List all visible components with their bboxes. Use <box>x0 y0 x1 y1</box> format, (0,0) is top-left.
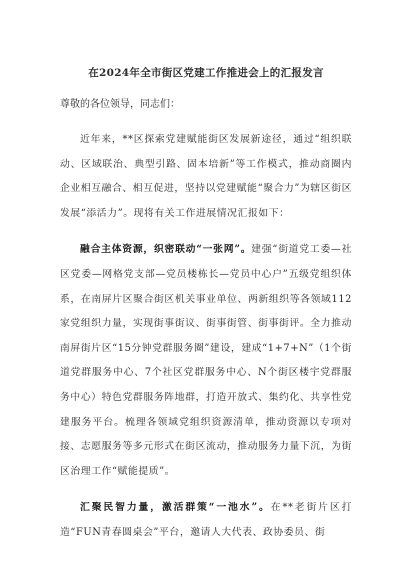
paragraph-text: 在**老街片区打造“FUN青春圆桌会”平台，邀请人大代表、政协委员、街 <box>60 502 352 538</box>
paragraph-intro <box>60 128 352 226</box>
paragraph-text: 近年来，**区探索党建赋能街区发展新途径，通过“组织联动、区域联治、典型引路、固本培新”等工作模式，推动商圈内企业相互融合、相互促进，坚持以党建赋能“聚合力”为辖区街区发展“添活力”。现将有关工作进展情况汇报如下： <box>60 134 352 219</box>
paragraph-resources <box>60 238 352 484</box>
paragraph-wisdom <box>60 496 352 545</box>
salutation: 尊敬的各位领导，同志们： <box>60 99 180 110</box>
paragraph-lead: 融合主体资源，织密联动“一张网”。 <box>80 244 252 256</box>
paragraph-lead: 汇聚民智力量，激活群策“一池水”。 <box>80 502 271 514</box>
paragraph-text: 建强“街道党工委—社区党委—网格党支部—党员楼栋长—党员中心户”五级党组织体系，在南屏片区聚合街区机关事业单位、两新组织等各领域112家党组织力量，实现街事街议、街事街管、街事街评。全力推动南屏街片区“15分钟党群服务圈”建设，建成“1+7+N”（1个街道党群服务中心、7个社区党群服务中心、N个街区楼宇党群服务中心）特色党群服务阵地群，打造开放式、集约化、共享性党建服务平台。梳理各领域党组织资源清单，推动资源以专项对接、志愿服务等多元形式在街区流动，推动服务力量下沉，为街区治理工作“赋能提质”。 <box>60 244 352 477</box>
document-title: 在2024年全市街区党建工作推进会上的汇报发言 <box>88 67 324 79</box>
